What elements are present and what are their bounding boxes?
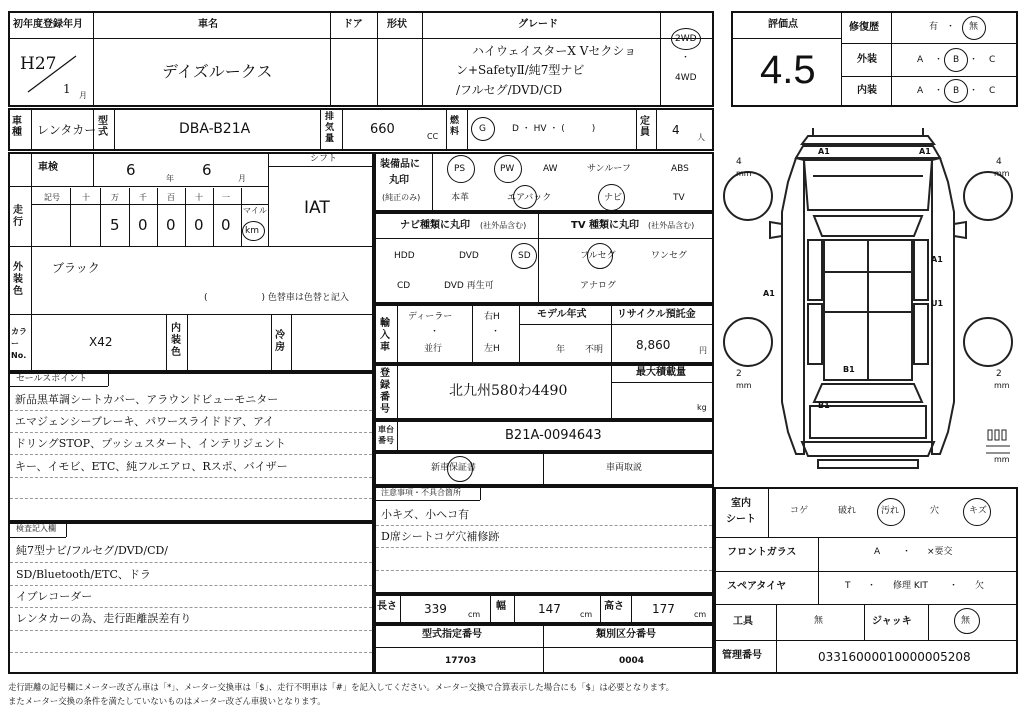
shift-value: IAT	[304, 198, 330, 218]
equipment-abs: ABS	[671, 164, 689, 174]
tv-fullseg: フルセグ	[580, 251, 616, 261]
odometer-digit-2: 0	[138, 216, 148, 234]
equipment-pw: PW	[500, 164, 515, 174]
interior-label: 内装	[857, 85, 877, 96]
first-registration-label: 初年度登録年月	[13, 19, 83, 30]
note-line-2: D席シートコゲ穴補修跡	[381, 530, 500, 543]
inspection-year: 6	[126, 161, 136, 179]
interior-c: C	[989, 86, 996, 96]
recycle-fee-label: リサイクル預託金	[617, 309, 696, 320]
import-label: 輸入車	[380, 318, 390, 353]
car-type-value: レンタカー	[37, 123, 97, 137]
seat-tear: 破れ	[838, 506, 857, 516]
width-unit: cm	[580, 610, 593, 619]
registration-slash	[24, 52, 80, 96]
tire-front-right-depth: 4	[996, 157, 1002, 167]
height-unit: cm	[694, 610, 707, 619]
model-year-unit: 年	[556, 345, 566, 355]
car-name-value: デイズルークス	[162, 62, 273, 81]
repair-no-circle	[962, 16, 986, 40]
drive-dot: ・	[681, 53, 691, 63]
equipment-label-2: 丸印	[389, 175, 409, 186]
odometer-digit-3: 0	[166, 216, 176, 234]
fuel-gasoline-circle	[471, 117, 495, 141]
equipment-airbag-circle	[513, 185, 537, 209]
jack-value-circle	[954, 608, 980, 634]
displacement-value: 660	[370, 122, 395, 137]
navi-dvd: DVD	[459, 251, 479, 261]
tools-value: 無	[814, 616, 824, 626]
repair-history-label: 修復歴	[849, 22, 879, 33]
odometer-mile-label: マイル	[243, 206, 267, 215]
navi-sd-circle	[511, 243, 537, 269]
equipment-pw-circle	[494, 155, 522, 183]
inspection-month: 6	[202, 161, 212, 179]
capacity-label: 定員	[640, 116, 650, 138]
shape-label: 形状	[387, 19, 407, 30]
exterior-color-value: ブラック	[52, 261, 100, 275]
seat-burn: コゲ	[790, 506, 809, 516]
import-dealer: ディーラー	[408, 312, 453, 322]
new-car-warranty: 新車保証書	[431, 463, 477, 473]
jack-label: ジャッキ	[872, 616, 912, 627]
recycle-fee-unit: 円	[699, 346, 707, 355]
category-number-label: 類別区分番号	[596, 629, 656, 640]
notes-label: 注意事項・不具合箇所	[381, 488, 461, 497]
glass-replace: ×要交	[927, 547, 953, 557]
model-year-label: モデル年式	[537, 309, 587, 320]
navi-type-label-note: (社外品含む)	[480, 221, 527, 230]
interior-b: B	[953, 86, 960, 96]
exterior-color-label: 外装色	[13, 262, 23, 297]
capacity-value: 4	[672, 123, 680, 137]
inspector-note-line-1: 純7型ナビ/フルセグ/DVD/CD/	[16, 544, 169, 557]
sales-point-line-4: キー、イモビ、ETC、純フルエアロ、Rスポ、バイザー	[15, 460, 288, 473]
interior-a: A	[917, 86, 924, 96]
vehicle-manual: 車両取説	[606, 463, 643, 473]
max-load-unit: kg	[697, 403, 707, 412]
glass-a: A	[874, 547, 881, 557]
seat-stain: 汚れ	[881, 506, 900, 516]
equipment-sunroof: サンルーフ	[587, 164, 631, 174]
recycle-fee-value: 8,860	[636, 338, 671, 352]
score-label: 評価点	[768, 19, 798, 30]
diagram-label-a1-right-side: A1	[931, 255, 943, 264]
equipment-ps: PS	[454, 164, 466, 174]
repair-dot: ・	[946, 22, 956, 32]
odometer-km-label: km	[245, 226, 259, 236]
equipment-tv: TV	[673, 193, 685, 203]
exterior-b-circle	[944, 48, 968, 72]
inspector-note-line-2: SD/Bluetooth/ETC、ドラ	[16, 568, 151, 581]
color-change-note: ( ) 色替車は色替と記入	[204, 293, 349, 303]
width-label: 幅	[496, 601, 506, 612]
equipment-label-1: 装備品に	[380, 159, 420, 170]
registration-month: 1	[63, 82, 71, 96]
exterior-label: 外装	[857, 54, 877, 65]
fuel-gasoline: G	[479, 124, 486, 134]
equipment-aw: AW	[543, 164, 558, 174]
odometer-label: 走行	[13, 205, 23, 228]
jack-value: 無	[961, 616, 971, 626]
seat-scratch: キズ	[969, 506, 987, 516]
seat-scratch-circle	[963, 498, 991, 526]
tire-rear-right-unit: mm	[994, 381, 1010, 390]
chassis-number-label: 車台番号	[378, 425, 394, 445]
type-approval-label: 型式指定番号	[422, 629, 482, 640]
model-year-unknown: 不明	[585, 345, 604, 355]
tv-fullseg-circle	[587, 243, 613, 269]
repair-no: 無	[969, 22, 979, 32]
spare-t: T	[845, 581, 851, 591]
interior-b-circle	[944, 79, 968, 103]
registration-month-unit: 月	[79, 91, 87, 100]
odometer-digit-1: 5	[110, 216, 120, 234]
length-unit: cm	[468, 610, 481, 619]
sales-point-line-3: ドリングSTOP、プッシュスタート、インテリジェント	[15, 437, 286, 450]
import-right-hand: 右H	[484, 312, 500, 322]
length-value: 339	[424, 602, 447, 616]
odometer-sign-label: 記号	[44, 193, 60, 202]
car-name-label: 車名	[198, 19, 218, 30]
navi-type-label: ナビ種類に丸印	[400, 220, 470, 231]
capacity-unit: 人	[697, 133, 705, 142]
exterior-a: A	[917, 55, 924, 65]
equipment-leather: 本革	[451, 193, 470, 203]
odometer-km-circle	[242, 221, 265, 241]
odometer-hyaku-label: 百	[167, 193, 175, 202]
shift-label: シフト	[310, 154, 338, 164]
footer-note-line-2: またメーター交換の条件を満たしていないものはメーター改ざん車扱いとなります。	[8, 696, 326, 706]
diagram-label-b1-rear: B1	[843, 365, 855, 374]
odometer-man-label: 万	[111, 193, 119, 202]
equipment-ps-circle	[447, 155, 475, 183]
navi-sd: SD	[518, 251, 531, 261]
displacement-unit: CC	[427, 132, 439, 141]
spare-tire-label: スペアタイヤ	[727, 581, 787, 592]
grade-line-1: ハイウェイスターX Vセクショ	[472, 44, 637, 58]
repair-yes: 有	[929, 22, 939, 32]
import-left-hand: 左H	[484, 344, 500, 354]
tire-front-left-unit: mm	[736, 169, 752, 178]
displacement-label: 排気量	[325, 112, 335, 144]
equipment-navi: ナビ	[604, 193, 623, 203]
equipment-navi-circle	[598, 184, 625, 211]
tv-type-label: TV 種類に丸印	[571, 220, 640, 231]
diagram-label-a1-front-right: A1	[919, 147, 931, 156]
inspection-label: 車検	[38, 162, 58, 173]
seat-hole: 穴	[930, 506, 940, 516]
spare-dot-2: ・	[949, 581, 959, 591]
car-type-label: 車種	[12, 116, 22, 138]
grade-line-3: /フルセグ/DVD/CD	[456, 83, 563, 97]
color-no-label: カラーNo.	[11, 327, 27, 360]
width-value: 147	[538, 602, 561, 616]
tv-analog: アナログ	[580, 281, 617, 291]
interior-seat-label-1: 室内	[731, 498, 751, 509]
inspector-note-line-3: イブレコーダー	[16, 590, 93, 603]
drive-2wd-circle	[671, 28, 701, 50]
tire-rear-left-unit: mm	[736, 381, 752, 390]
exterior-c: C	[989, 55, 996, 65]
inspection-year-unit: 年	[166, 174, 174, 183]
spare-dot-1: ・	[867, 581, 877, 591]
height-label: 高さ	[604, 601, 624, 612]
import-dot-1: ・	[430, 327, 440, 337]
odometer-juu-label: 十	[195, 193, 203, 202]
diagram-label-a1-left-side: A1	[763, 289, 775, 298]
odometer-digit-4: 0	[194, 216, 204, 234]
inspector-notes-label: 検査記入欄	[16, 524, 56, 533]
tire-front-left-depth: 4	[736, 157, 742, 167]
drive-4wd: 4WD	[675, 73, 697, 83]
seat-stain-circle	[877, 498, 905, 526]
diagram-label-a1-front: A1	[818, 147, 830, 156]
model-value: DBA-B21A	[179, 121, 251, 137]
tire-front-right-unit: mm	[994, 169, 1010, 178]
tv-type-label-note: (社外品含む)	[648, 221, 695, 230]
odometer-ichi-label: 一	[222, 193, 230, 202]
interior-dot-1: ・	[934, 86, 944, 96]
import-dot-2: ・	[491, 327, 501, 337]
inspector-note-line-4: レンタカーの為、走行距離誤差有り	[16, 612, 192, 625]
navi-hdd: HDD	[394, 251, 415, 261]
footer-note-line-1: 走行距離の記号欄にメーター改ざん車は「*」、メーター交換車は「$」、走行不明車は「#」を記入してください。メーター交換で合算表示した場合にも「$」は必要となります。	[8, 682, 675, 692]
sales-points-label: セールスポイント	[16, 374, 88, 384]
category-number-value: 0004	[619, 656, 645, 666]
diagram-label-u1: U1	[931, 299, 944, 308]
import-parallel: 並行	[424, 344, 443, 354]
drive-2wd: 2WD	[675, 34, 697, 44]
odometer-digit-5: 0	[221, 216, 231, 234]
interior-seat-label-2: シート	[726, 514, 756, 525]
door-label: ドア	[343, 19, 363, 30]
diagram-label-b1-bottom: B1	[818, 401, 830, 410]
tools-label: 工具	[733, 616, 753, 627]
registration-number-label: 登録番号	[380, 368, 390, 415]
fuel-options: D ・ HV ・ ( )	[512, 124, 596, 134]
management-number-value: 03316000010000005208	[818, 650, 971, 664]
sales-point-line-2: エマジェンシーブレーキ、パワースライドドア、アイ	[15, 415, 274, 428]
note-line-1: 小キズ、小ヘコ有	[381, 508, 470, 521]
model-label: 型式	[98, 116, 108, 138]
registration-era-year: H27	[20, 54, 57, 74]
length-label: 長さ	[377, 601, 397, 612]
tire-rear-right-depth: 2	[996, 369, 1002, 379]
sales-point-line-1: 新品黒革調シートカバー、アラウンドビューモニター	[15, 393, 279, 406]
height-value: 177	[652, 602, 675, 616]
odometer-ten-man-label: 十	[82, 193, 90, 202]
management-number-label: 管理番号	[722, 650, 762, 661]
front-glass-label: フロントガラス	[727, 547, 797, 558]
exterior-b: B	[953, 55, 960, 65]
equipment-label-3: (純正のみ)	[382, 193, 421, 202]
navi-dvd-playback: DVD 再生可	[444, 281, 494, 291]
registration-number-value: 北九州580わ4490	[449, 383, 568, 399]
color-no-value: X42	[89, 335, 113, 349]
score-value: 4.5	[760, 48, 816, 92]
chassis-number-value: B21A-0094643	[505, 428, 602, 443]
tv-oneseg: ワンセグ	[651, 251, 688, 261]
interior-dot-2: ・	[969, 86, 979, 96]
cooling-label: 冷房	[275, 330, 285, 353]
grade-line-2: ン+SafetyⅡ/純7型ナビ	[456, 63, 585, 77]
equipment-box	[374, 152, 714, 212]
tire-rear-left-depth: 2	[736, 369, 742, 379]
type-approval-value: 17703	[445, 656, 477, 666]
fuel-label: 燃料	[450, 116, 460, 137]
glass-dot: ・	[902, 547, 912, 557]
warranty-box	[374, 452, 714, 486]
tire-spare-unit: mm	[994, 455, 1010, 464]
inspection-month-unit: 月	[238, 174, 246, 183]
equipment-airbag: エアバック	[507, 193, 552, 203]
exterior-dot-1: ・	[934, 55, 944, 65]
interior-color-label: 内装色	[171, 323, 181, 358]
spare-repair-kit: 修理 KIT	[893, 581, 928, 591]
grade-label: グレード	[518, 19, 558, 30]
navi-cd: CD	[397, 281, 411, 291]
max-load-label: 最大積載量	[636, 367, 686, 378]
new-car-warranty-circle	[447, 456, 473, 482]
spare-none: 欠	[975, 581, 985, 591]
exterior-dot-2: ・	[969, 55, 979, 65]
odometer-sen-label: 千	[139, 193, 147, 202]
